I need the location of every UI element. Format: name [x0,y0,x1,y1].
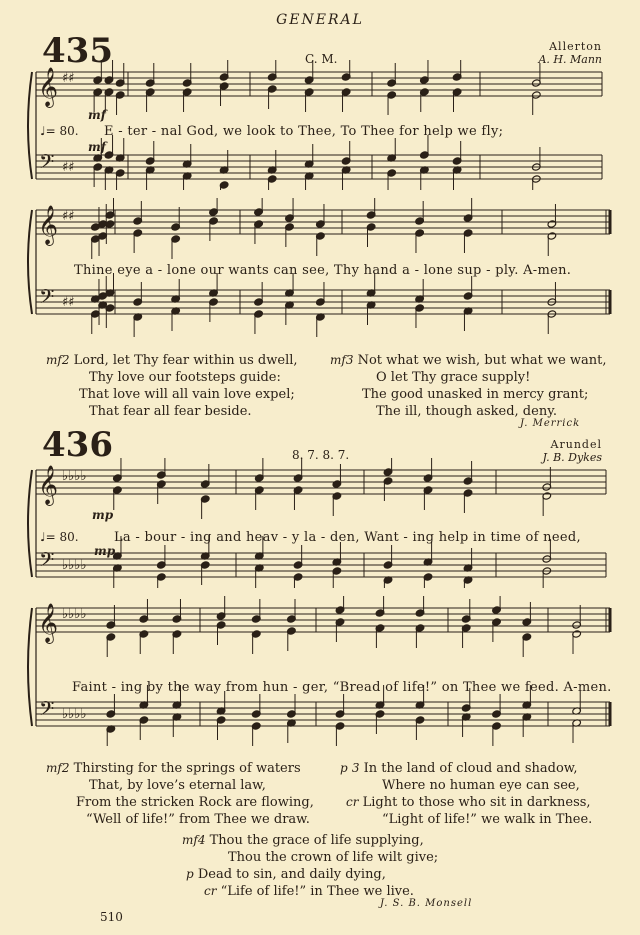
stanza-line: Thy love our footsteps guide: [89,370,281,385]
treble-clef-icon: 𝄞 [38,205,59,245]
dynamic-marking: mp [92,508,114,522]
stanza-line: Not what we wish, but what we want, [357,353,607,368]
stanza-marking: mf [182,833,198,847]
stanza-number: 2 [61,761,70,775]
stanza-line: That love will all vain love expel; [79,387,295,402]
dynamic-marking: mp [94,544,116,558]
bass-clef-icon: 𝄢 [39,697,55,725]
music-system-3 [0,458,640,588]
tune-name: Allerton [549,40,602,53]
stanza-line: Lord, let Thy fear within us dwell, [73,353,298,368]
key-signature-icon: ♭♭♭♭ [62,558,87,573]
system-brace [28,72,32,179]
lyric-line: E - ter - nal God, we look to Thee, To Thee for help we fly; [104,124,504,139]
treble-clef-icon: 𝄞 [38,603,59,643]
stanza-marking: p [340,761,348,775]
stanza-marking: cr [346,795,359,809]
bass-clef-icon: 𝄢 [39,285,55,313]
stanza [46,352,298,420]
stanza-line: Thirsting for the springs of waters [73,761,301,776]
stanza-marking: mf [330,353,346,367]
stanza [46,760,314,828]
stanza-marking: cr [204,884,217,898]
page-title: GENERAL [276,12,364,28]
stanza-line: “Well of life!” from Thee we draw. [86,812,310,827]
key-signature-icon: ♯♯ [62,295,75,310]
dynamic-marking: mf [88,140,106,154]
stanza-line: That fear all fear beside. [89,404,252,419]
page-number: 510 [100,910,123,924]
bass-clef-icon: 𝄢 [39,548,55,576]
stanza-line: “Light of life!” we walk in Thee. [382,812,593,827]
system-brace [28,470,32,577]
stanza-line: The good unasked in mercy grant; [362,387,589,402]
tempo-value: = 80. [45,124,79,138]
stanza-number: 3 [351,761,360,775]
key-signature-icon: ♭♭♭♭ [62,607,87,622]
lyric-line: Faint - ing by the way from hun - ger, “Bread of life!” on Thee we feed. A-men. [72,680,612,695]
key-signature-icon: ♯♯ [62,160,75,175]
stanza-marking: p [186,867,194,881]
author-credit: J. Merrick [520,418,581,429]
music-system-4 [0,596,640,746]
hymn-meter: 8. 7. 8. 7. [292,448,350,462]
stanza-number: 4 [197,833,206,847]
key-signature-icon: ♯♯ [62,71,75,86]
stanza-number: 2 [61,353,70,367]
stanza-line: Where no human eye can see, [382,778,580,793]
tempo-marking: ♩= 80. [40,530,79,544]
stanza [330,352,607,420]
composer-name: J. B. Dykes [542,451,602,464]
stanza-line: In the land of cloud and shadow, [363,761,578,776]
stanza-number: 3 [345,353,354,367]
stanza-line: Thou the grace of life supplying, [209,833,424,848]
tune-name: Arundel [550,438,602,451]
key-signature-icon: ♯♯ [62,209,75,224]
dynamic-marking: mf [88,108,106,122]
stanza-line: O let Thy grace supply! [376,370,531,385]
bass-clef-icon: 𝄢 [39,150,55,178]
key-signature-icon: ♭♭♭♭ [62,707,87,722]
author-credit: J. S. B. Monsell [380,898,473,909]
system-brace [28,608,32,726]
stanza-line: That, by love’s eternal law, [89,778,266,793]
hymn-meter: C. M. [305,52,338,66]
system-brace [28,210,32,314]
stanza [340,760,592,828]
hymn-number: 435 [42,31,113,71]
lyric-line: La - bour - ing and heav - y la - den, Want - ing help in time of need, [114,530,581,545]
stanza-line: From the stricken Rock are flowing, [76,795,314,810]
stanza-marking: mf [46,761,62,775]
stanza-line: “Life of life!” in Thee we live. [220,884,414,899]
stanza-line: Dead to sin, and daily dying, [197,867,386,882]
tempo-value: = 80. [45,530,79,544]
hymn-number: 436 [42,425,113,465]
stanza [182,832,438,900]
stanza-line: Light to those who sit in darkness, [362,795,591,810]
composer-name: A. H. Mann [538,53,602,66]
treble-clef-icon: 𝄞 [38,465,59,505]
treble-clef-icon: 𝄞 [38,67,59,107]
tempo-marking: ♩= 80. [40,124,79,138]
key-signature-icon: ♭♭♭♭ [62,469,87,484]
stanza-marking: mf [46,353,62,367]
stanza-line: Thou the crown of life wilt give; [228,850,439,865]
stanza-line: The ill, though asked, deny. [376,404,557,419]
lyric-line: Thine eye a - lone our wants can see, Thy hand a - lone sup - ply. A-men. [74,263,572,278]
